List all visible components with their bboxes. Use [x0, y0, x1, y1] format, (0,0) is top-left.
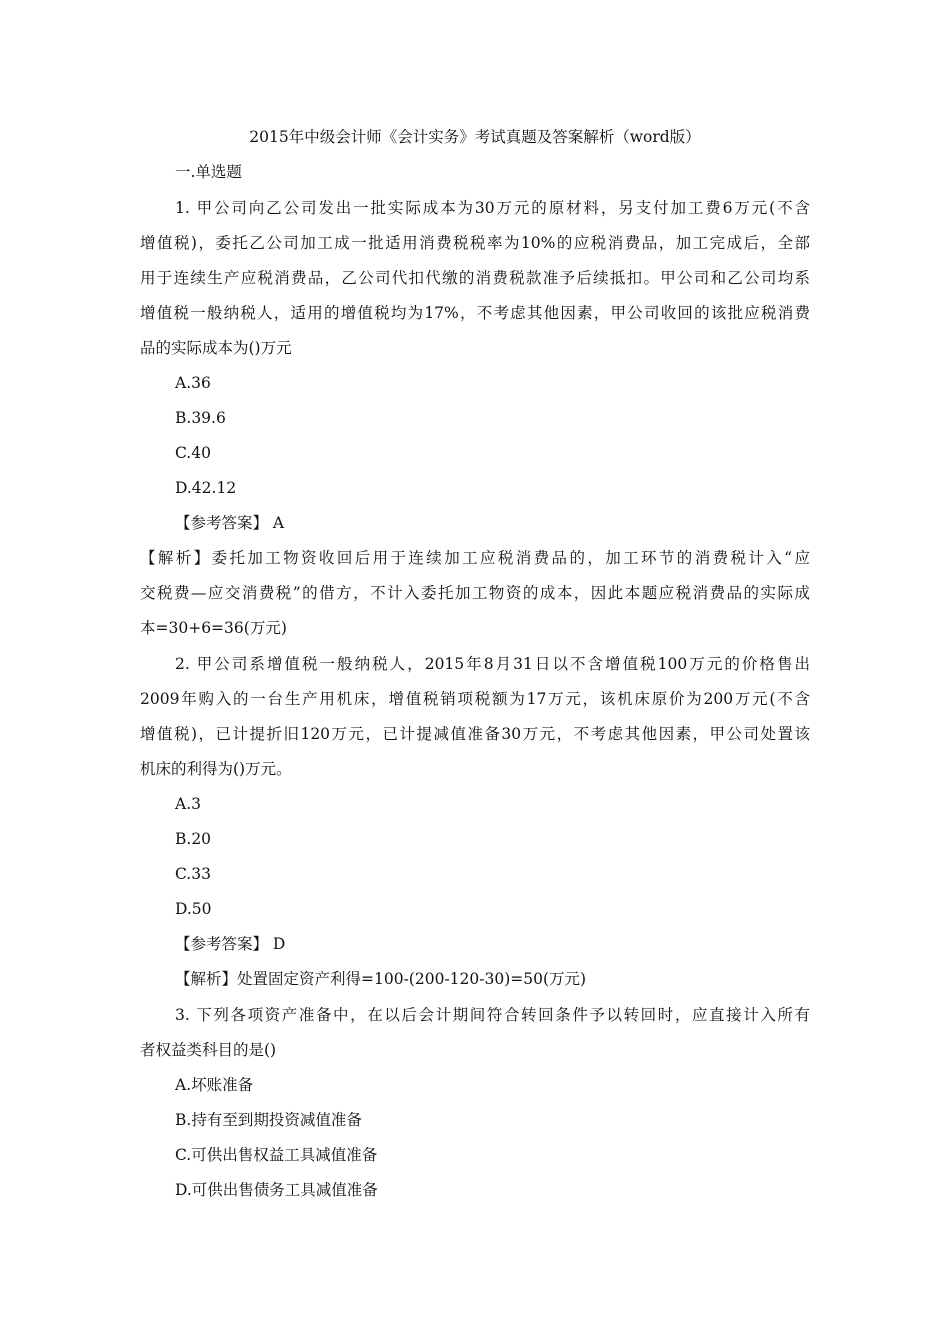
question-2-option-c: C.33 [175, 865, 211, 883]
question-1-option-a: A.36 [175, 374, 211, 392]
question-1-line-4: 增值税一般纳税人，适用的增值税均为17%，不考虑其他因素，甲公司收回的该批应税消费 [140, 304, 810, 322]
question-1-analysis-line-2: 交税费—应交消费税”的借方，不计入委托加工物资的成本，因此本题应税消费品的实际成 [140, 584, 810, 602]
question-1-option-d: D.42.12 [175, 479, 237, 497]
section-heading: 一.单选题 [175, 163, 242, 181]
question-1-line-1: 1. 甲公司向乙公司发出一批实际成本为30万元的原材料，另支付加工费6万元(不含 [175, 199, 810, 217]
question-1-line-2: 增值税)，委托乙公司加工成一批适用消费税税率为10%的应税消费品，加工完成后，全部 [140, 234, 810, 252]
question-3-line-2: 者权益类科目的是() [140, 1041, 277, 1059]
question-2-answer: 【参考答案】 D [175, 935, 286, 953]
question-2-option-d: D.50 [175, 900, 212, 918]
question-3-line-1: 3. 下列各项资产准备中，在以后会计期间符合转回条件予以转回时，应直接计入所有 [175, 1006, 810, 1024]
question-3-option-b: B.持有至到期投资减值准备 [175, 1111, 362, 1129]
document-title: 2015年中级会计师《会计实务》考试真题及答案解析（word版） [249, 128, 701, 146]
question-2-option-a: A.3 [175, 795, 201, 813]
question-1-analysis-line-3: 本=30+6=36(万元) [140, 619, 287, 637]
question-3-option-a: A.坏账准备 [175, 1076, 254, 1094]
question-2-line-2: 2009年购入的一台生产用机床，增值税销项税额为17万元，该机床原价为200万元(不含 [140, 690, 810, 708]
question-2-line-3: 增值税)，已计提折旧120万元，已计提减值准备30万元，不考虑其他因素，甲公司处置该 [140, 725, 810, 743]
question-1-option-c: C.40 [175, 444, 211, 462]
question-2-analysis-line-1: 【解析】处置固定资产利得=100-(200-120-30)=50(万元) [175, 970, 587, 988]
question-1-answer: 【参考答案】 A [175, 514, 285, 532]
question-1-option-b: B.39.6 [175, 409, 226, 427]
question-2-line-4: 机床的利得为()万元。 [140, 760, 292, 778]
question-3-option-d: D.可供出售债务工具减值准备 [175, 1181, 378, 1199]
question-1-analysis-line-1: 【解析】委托加工物资收回后用于连续加工应税消费品的，加工环节的消费税计入“应 [140, 549, 810, 567]
question-2-option-b: B.20 [175, 830, 212, 848]
question-3-option-c: C.可供出售权益工具减值准备 [175, 1146, 378, 1164]
question-1-line-3: 用于连续生产应税消费品，乙公司代扣代缴的消费税款准予后续抵扣。甲公司和乙公司均系 [140, 269, 810, 287]
question-1-line-5: 品的实际成本为()万元 [140, 339, 292, 357]
question-2-line-1: 2. 甲公司系增值税一般纳税人，2015年8月31日以不含增值税100万元的价格售出 [175, 655, 810, 673]
